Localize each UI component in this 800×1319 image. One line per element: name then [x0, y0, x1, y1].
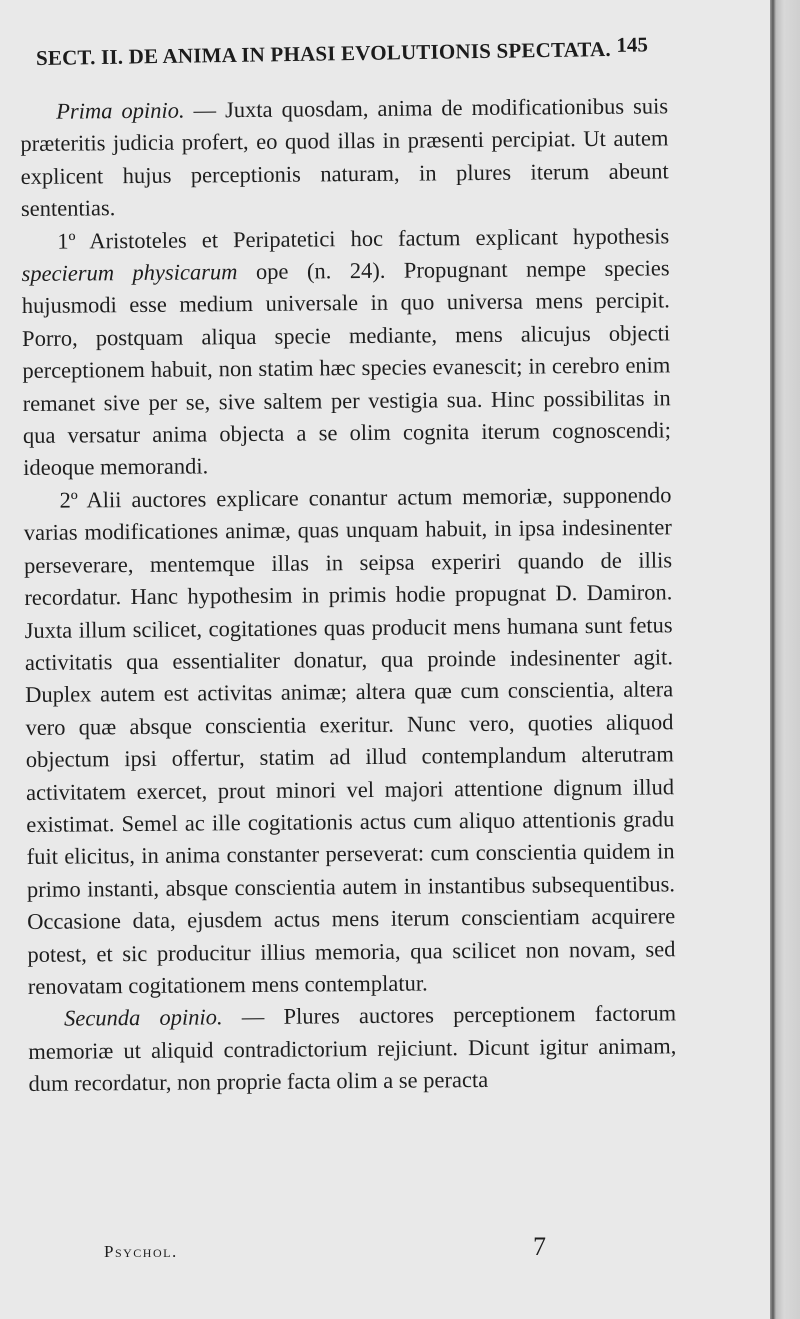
paragraph-alii-auctores — [23, 479, 676, 1003]
sheet-number: 7 — [533, 1232, 546, 1261]
page-edge — [770, 0, 800, 1319]
page-number: 145 — [616, 32, 649, 57]
section-lead-secunda-opinio: Secunda opinio. — [63, 1004, 223, 1032]
paragraph-prima-opinio — [20, 90, 669, 225]
paragraph-text: 2º Alii auctores explicare conantur actum memoriæ, supponendo varias modificationes animæ, quas unquam habuit, in ipsa indesinenter perseverare, mentemque illas in seipsa experiri quando de illis recordatur. Hanc hypothesim in primis hodie propugnat D. Damiron. Juxta illum scilicet, cogitationes quas producit mens humana sunt fetus activitatis qua essentialiter donatur, qua proinde indesinenter agit. Duplex autem est activitas animæ; altera quæ cum conscientia, altera vero quæ absque conscientia exeritur. Nunc vero, quoties aliquod objectum ipsi offertur, statim ad illud contemplandum alterutram activitatem exercet, prout minori vel majori attentione dignum illud existimat. Semel ac ille cogitationis actus cum aliquo attentionis gradu fuit elicitus, in anima constanter perseverat: cum conscientia quidem in primo instanti, absque conscientia autem in instantibus subsequentibus. Occasione data, ejusdem actus mens iterum conscientiam acquirere potest, et sic producitur illius memoria, qua scilicet non novam, sed renovatam cogitationem mens contemplatur. — [23, 482, 676, 999]
paragraph-text: 1º Aristoteles et Peripatetici hoc factum explicant hypothesis — [57, 222, 670, 254]
body-text — [20, 90, 677, 1100]
section-lead-prima-opinio: Prima opinio. — [56, 97, 185, 124]
paragraph-text: — Juxta quosdam, anima de modificationibus suis præteritis judicia profert, eo quod illas in præsenti percipiat. Ut autem explicent hujus perceptionis naturam, in plures iterum abeunt sententias. — [20, 93, 669, 222]
paragraph-text: — Plures auctores perceptionem factorum memoriæ ut aliquid contradictorium rejiciunt. Dicunt igitur animam, dum recordatur, non proprie facta olim a se peracta — [28, 1000, 677, 1097]
running-head — [36, 28, 649, 78]
paragraph-secunda-opinio — [28, 998, 677, 1101]
emphasis-specierum-physicarum: specierum physicarum — [21, 259, 238, 287]
paragraph-aristoteles — [21, 220, 671, 485]
signature-mark: Psychol. — [104, 1242, 178, 1261]
paragraph-text: ope (n. 24). Propugnant nempe species hujusmodi esse medium universale in quo universa mens percipit. Porro, postquam aliqua specie mediante, mens alicujus objecti perceptionem habuit, non statim hæc species evanescit; in cerebro enim remanet sive per se, sive saltem per vestigia sua. Hinc possibilitas in qua versatur anima objecta a se olim cognita iterum cognoscendi; ideoque memorandi. — [21, 255, 672, 481]
running-head-title: SECT. II. DE ANIMA IN PHASI EVOLUTIONIS SPECTATA. — [35, 36, 612, 70]
page-footer — [0, 1232, 770, 1272]
